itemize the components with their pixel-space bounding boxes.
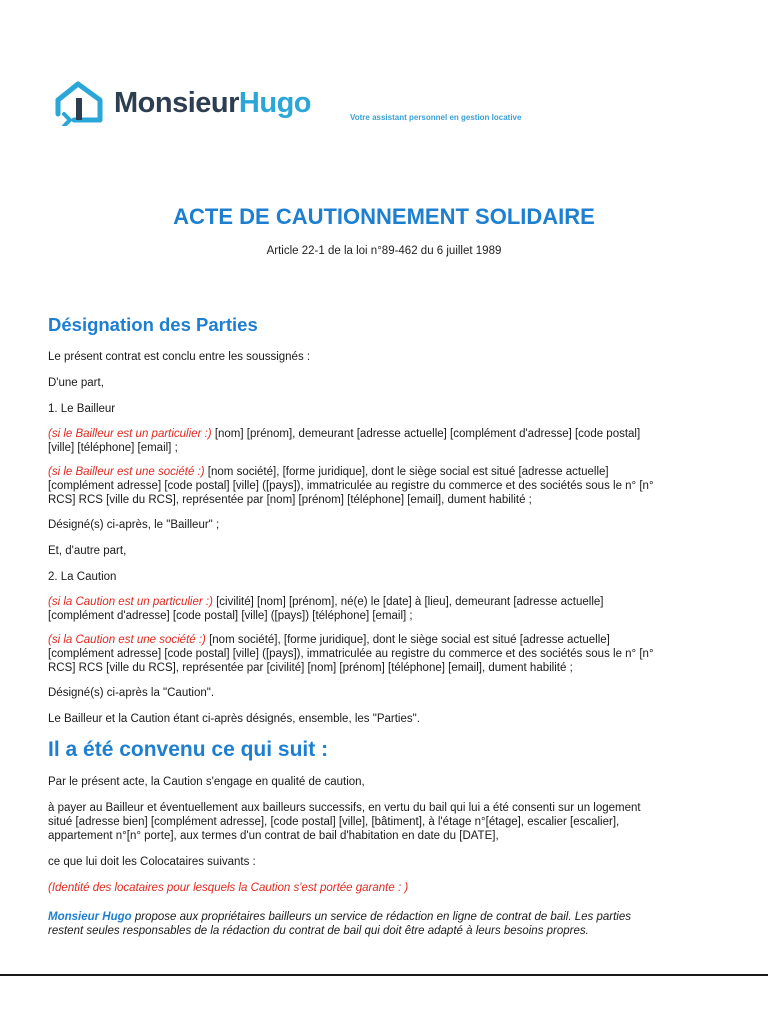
caution-particulier-paragraph — [48, 595, 718, 623]
conditional-tag: (si la Caution est un particulier :) — [48, 596, 213, 608]
bailleur-heading: 1. Le Bailleur — [48, 403, 116, 415]
designe-bailleur-paragraph: Désigné(s) ci-après, le "Bailleur" ; — [48, 519, 220, 531]
paragraph-text: [complément d'adresse] [code postal] [ville] ([pays]) [téléphone] [email] ; — [48, 610, 413, 622]
section-heading-parties: Désignation des Parties — [48, 314, 258, 335]
identite-paragraph: (Identité des locataires pour lesquels la Caution s'est portée garante : ) — [48, 882, 409, 894]
bailleur-societe-paragraph — [48, 465, 718, 507]
brand-logo-text — [114, 87, 311, 120]
paragraph-text: [ville] [téléphone] [email] ; — [48, 442, 178, 454]
conditional-tag: (si le Bailleur est une société :) — [48, 466, 205, 478]
paragraph-text: appartement n°[n° porte], aux termes d'un contrat de bail d'habitation en date du [DATE], — [48, 830, 499, 842]
paragraph-text: à payer au Bailleur et éventuellement aux bailleurs successifs, en vertu du bail qui lui a été consenti sur un logement — [48, 802, 641, 814]
paragraph-text: RCS] RCS [ville du RCS], représentée par [civilité] [nom] [prénom] [téléphone] [email], dument habilité ; — [48, 662, 573, 674]
paragraph-text: [nom société], [forme juridique], dont le siège social est situé [adresse actuelle] — [204, 466, 609, 478]
paragraph-text: [nom] [prénom], demeurant [adresse actuelle] [complément d'adresse] [code postal] — [211, 428, 641, 440]
caution-societe-paragraph — [48, 633, 718, 675]
disclaimer-paragraph — [48, 910, 718, 938]
parties-paragraph: Le Bailleur et la Caution étant ci-après désignés, ensemble, les "Parties". — [48, 713, 420, 725]
paragraph-text: [civilité] [nom] [prénom], né(e) le [date] à [lieu], demeurant [adresse actuelle] — [212, 596, 604, 608]
une-part-paragraph: D'une part, — [48, 377, 104, 389]
footer-divider — [0, 974, 768, 976]
payer-paragraph — [48, 801, 718, 843]
designe-caution-paragraph: Désigné(s) ci-après la "Caution". — [48, 687, 215, 699]
house-logo-icon — [50, 78, 106, 126]
present-acte-paragraph: Par le présent acte, la Caution s'engage en qualité de caution, — [48, 776, 365, 788]
logo-word-hugo: Hugo — [238, 87, 311, 119]
bailleur-particulier-paragraph — [48, 427, 718, 455]
paragraph-text: propose aux propriétaires bailleurs un service de rédaction en ligne de contrat de bail. Les parties — [131, 911, 631, 923]
paragraph-text: [complément adresse] [code postal] [ville] ([pays]), immatriculée au registre du commerce et des sociétés sous le n° [n° — [48, 648, 654, 660]
autre-part-paragraph: Et, d'autre part, — [48, 545, 127, 557]
logo-word-monsieur: Monsieur — [114, 87, 239, 119]
section-heading-convenu: Il a été convenu ce qui suit : — [48, 738, 329, 761]
caution-heading: 2. La Caution — [48, 571, 117, 583]
colocataires-paragraph: ce que lui doit les Colocataires suivants : — [48, 856, 256, 868]
document-title: ACTE DE CAUTIONNEMENT SOLIDAIRE — [173, 204, 595, 229]
paragraph-text: situé [adresse bien] [complément adresse], [code postal] [ville], [bâtiment], à l'étage n°[étage], escalier [escalier], — [48, 816, 620, 828]
conditional-tag: (si le Bailleur est un particulier :) — [48, 428, 212, 440]
brand-tagline: Votre assistant personnel en gestion locative — [350, 113, 522, 122]
document-subtitle: Article 22-1 de la loi n°89-462 du 6 juillet 1989 — [266, 245, 502, 257]
paragraph-text: RCS] RCS [ville du RCS], représentée par [nom] [prénom] [téléphone] [email], dument habilité ; — [48, 494, 532, 506]
paragraph-text: [complément adresse] [code postal] [ville] ([pays]), immatriculée au registre du commerce et des sociétés sous le n° [n° — [48, 480, 654, 492]
brand-name: Monsieur Hugo — [48, 911, 132, 923]
intro-paragraph: Le présent contrat est conclu entre les soussignés : — [48, 351, 311, 363]
paragraph-text: restent seules responsables de la rédaction du contrat de bail qui doit être adapté à leurs besoins propres. — [48, 925, 589, 937]
paragraph-text: [nom société], [forme juridique], dont le siège social est situé [adresse actuelle] — [205, 634, 610, 646]
conditional-tag: (si la Caution est une société :) — [48, 634, 206, 646]
header — [50, 78, 730, 128]
